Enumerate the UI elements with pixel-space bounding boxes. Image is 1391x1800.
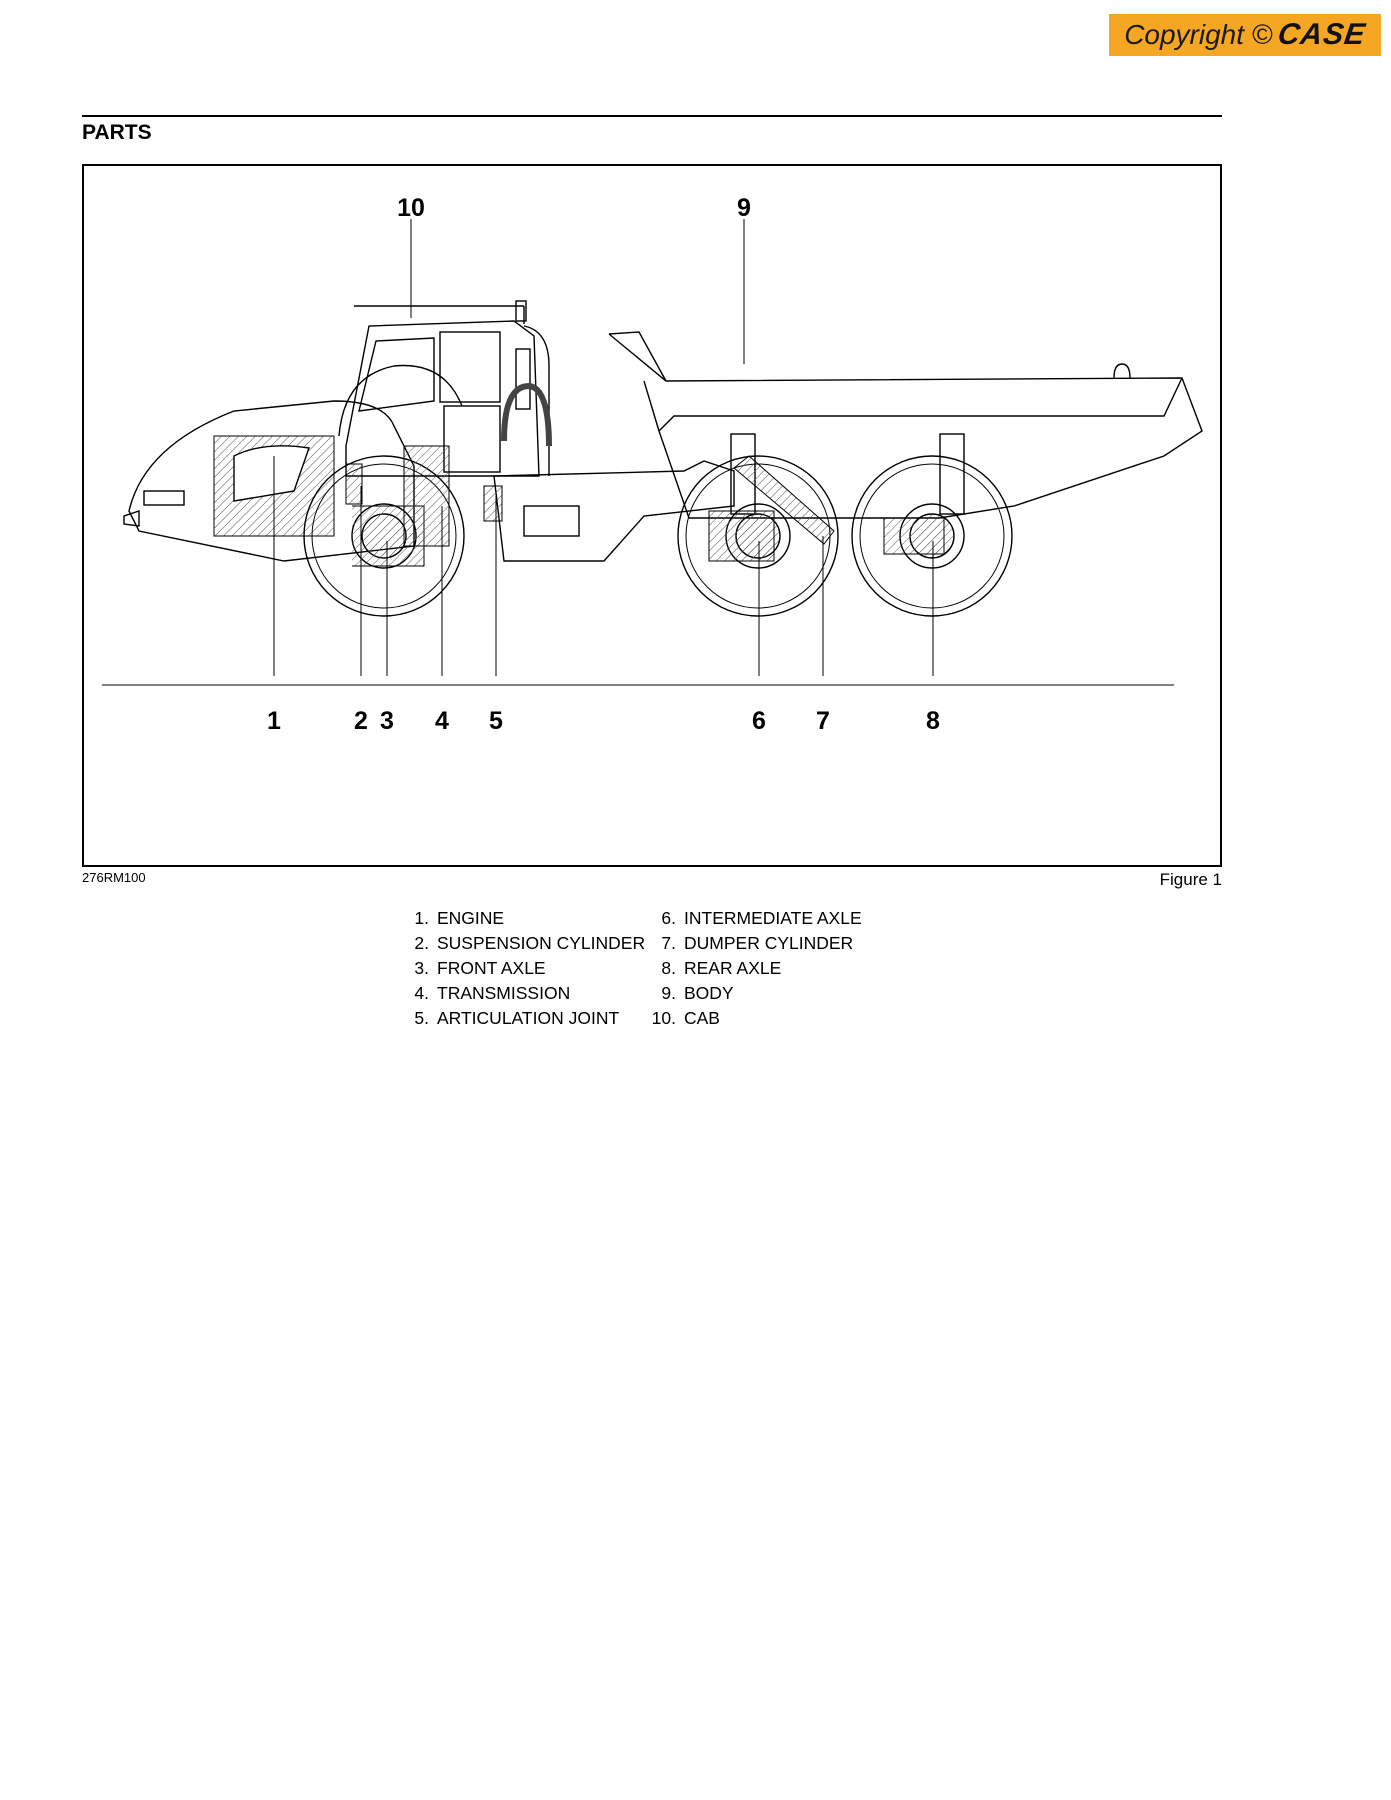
legend-item: 9. BODY (661, 983, 734, 1003)
callout-4: 4 (435, 707, 449, 735)
dump-truck-illustration (84, 166, 1220, 865)
parts-legend-left (399, 906, 645, 1031)
copyright-text: Copyright © (1124, 19, 1273, 50)
callout-2: 2 (354, 707, 368, 735)
legend-item: 5. ARTICULATION JOINT (414, 1008, 620, 1028)
legend-item: 10. CAB (651, 1008, 720, 1028)
callout-3: 3 (380, 707, 394, 735)
parts-legend-right (646, 906, 862, 1031)
legend-item: 1. ENGINE (414, 908, 505, 928)
callout-6: 6 (752, 707, 766, 735)
legend-item: 4. TRANSMISSION (414, 983, 571, 1003)
case-logo: CASE (1276, 18, 1369, 51)
callout-5: 5 (489, 707, 503, 735)
legend-item: 6. INTERMEDIATE AXLE (661, 908, 862, 928)
heading-rule (82, 115, 1222, 117)
legend-item: 2. SUSPENSION CYLINDER (414, 933, 646, 953)
callout-10: 10 (397, 194, 425, 222)
figure-label: Figure 1 (1159, 870, 1222, 889)
figure-frame (82, 164, 1222, 867)
figure-code: 276RM100 (82, 870, 146, 885)
legend-item: 8. REAR AXLE (661, 958, 782, 978)
copyright-badge (1109, 14, 1381, 56)
callout-9: 9 (737, 194, 751, 222)
callout-7: 7 (816, 707, 830, 735)
callout-1: 1 (267, 707, 281, 735)
legend-item: 7. DUMPER CYLINDER (661, 933, 854, 953)
section-title: PARTS (82, 121, 152, 144)
callout-8: 8 (926, 707, 940, 735)
legend-item: 3. FRONT AXLE (414, 958, 546, 978)
